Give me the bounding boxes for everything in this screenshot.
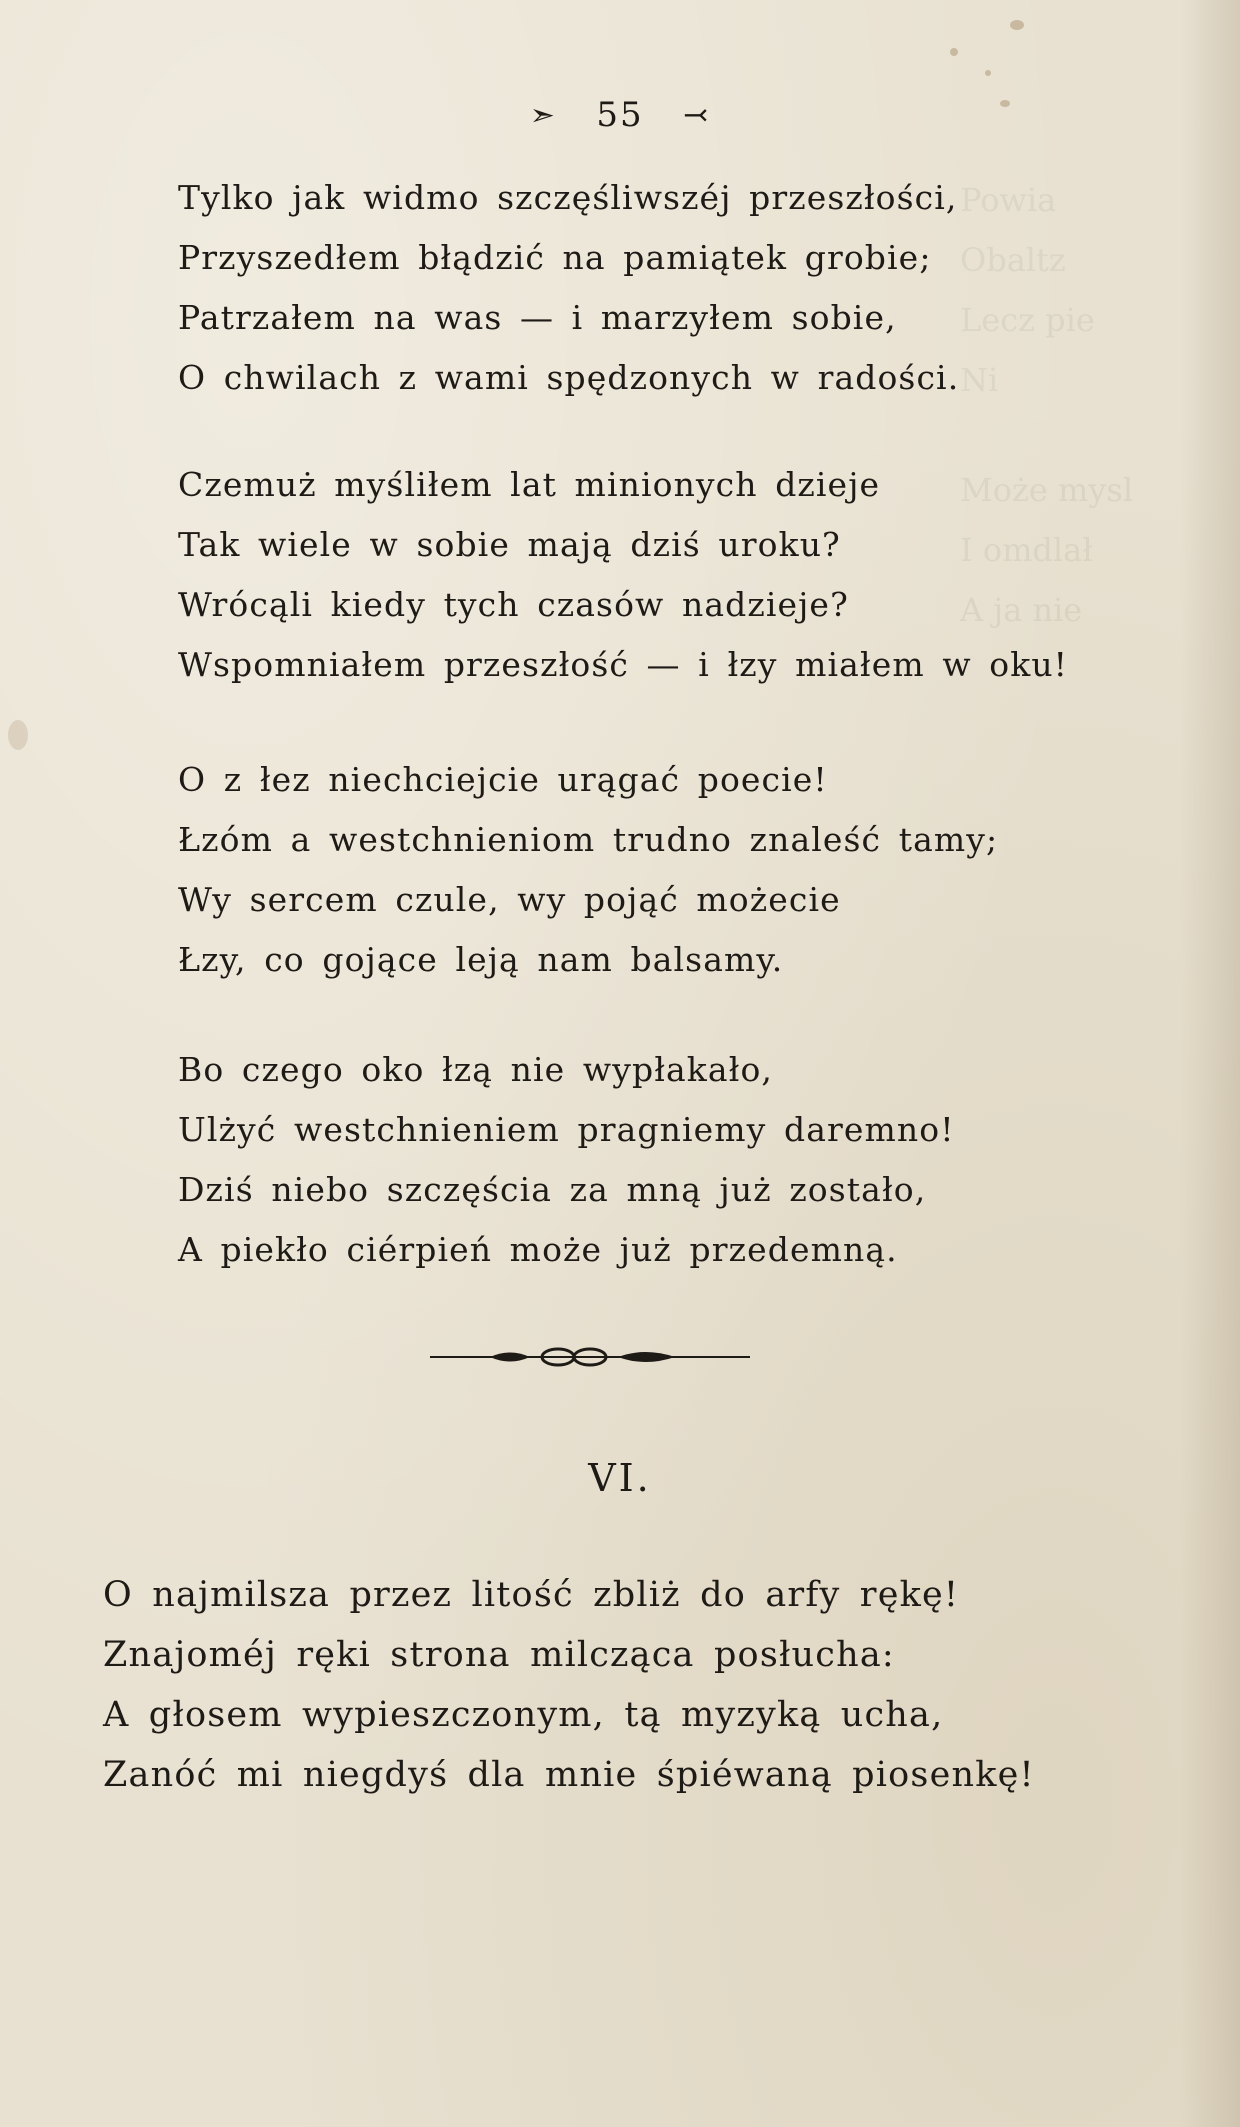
verse-line: Znajoméj ręki strona milcząca posłucha:: [103, 1635, 895, 1675]
page-number: 55: [596, 95, 644, 135]
verse-line: Łzóm a westchnieniom trudno znaleść tamy;: [178, 820, 999, 859]
verse-line: Wrócąli kiedy tych czasów nadzieje?: [178, 585, 849, 624]
verse-line: Bo czego oko łzą nie wypłakało,: [178, 1050, 774, 1089]
show-through-text: Może mysl I omdlał A ja nie: [960, 471, 1134, 629]
verse-line: Łzy, co gojące leją nam balsamy.: [178, 940, 784, 979]
stanza-2: [178, 455, 1118, 695]
foxing-spot: [950, 48, 958, 56]
verse-line: O z łez niechciejcie urągać poecie!: [178, 760, 828, 799]
show-through-text: Powia Obaltz Lecz pie Ni: [960, 181, 1095, 399]
verse-line: Tak wiele w sobie mają dziś uroku?: [178, 525, 841, 564]
verse-line: O najmilsza przez litość zbliż do arfy rękę!: [103, 1575, 960, 1615]
verse-line: Patrzałem na was — i marzyłem sobie,: [178, 298, 897, 337]
verse-line: Przyszedłem błądzić na pamiątek grobie;: [178, 238, 932, 277]
verse-line: Dziś niebo szczęścia za mną już zostało,: [178, 1170, 927, 1209]
page-header: [0, 92, 1240, 135]
ornamental-separator-icon: [430, 1342, 750, 1372]
section-numeral: VI.: [588, 1456, 652, 1500]
foxing-spot: [8, 720, 28, 750]
verse-line: Czemuż myśliłem lat minionych dzieje: [178, 465, 881, 504]
verse-line: A głosem wypieszczonym, tą myzyką ucha,: [103, 1695, 944, 1735]
verse-line: O chwilach z wami spędzonych w radości.: [178, 358, 960, 397]
left-ornament-icon: ➣: [529, 97, 557, 133]
verse-line: Tylko jak widmo szczęśliwszéj przeszłości,: [178, 178, 958, 217]
verse-line: Wspomniałem przeszłość — i łzy miałem w oku!: [178, 645, 1069, 684]
stanza-closing: [103, 1565, 1043, 1805]
verse-line: Ulżyć westchnieniem pragniemy daremno!: [178, 1110, 955, 1149]
foxing-spot: [1010, 20, 1024, 30]
verse-line: Wy sercem czule, wy pojąć możecie: [178, 880, 841, 919]
stanza-3: [178, 750, 1118, 990]
verse-line: A piekło ciérpień może już przedemną.: [178, 1230, 898, 1269]
verse-line: Zanóć mi niegdyś dla mnie śpiéwaną piosenkę!: [103, 1755, 1035, 1795]
right-ornament-icon: ⤙: [683, 97, 711, 133]
foxing-spot: [985, 70, 991, 76]
stanza-4: [178, 1040, 1118, 1280]
stanza-1: [178, 168, 1118, 408]
